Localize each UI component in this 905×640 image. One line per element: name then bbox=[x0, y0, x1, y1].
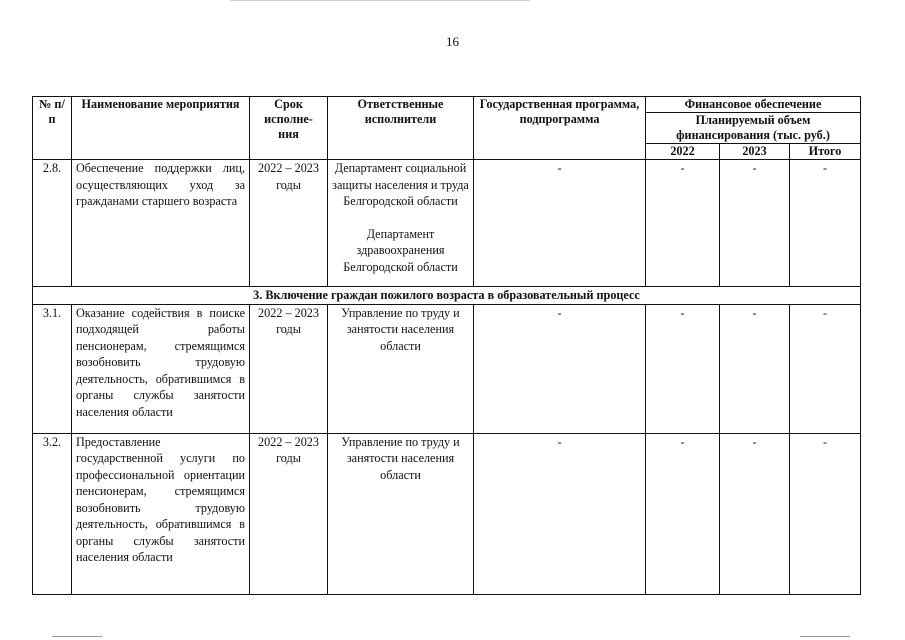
row-program: - bbox=[474, 433, 646, 594]
row-term: 2022 – 2023 годы bbox=[250, 160, 328, 287]
header-planned: Планируемый объем финансирования (тыс. руб.) bbox=[646, 113, 861, 144]
row-num: 3.2. bbox=[33, 433, 72, 594]
row-responsible: Управление по труду и занятости населения области bbox=[328, 433, 474, 594]
row-term: 2022 – 2023 годы bbox=[250, 433, 328, 594]
row-2022: - bbox=[646, 304, 720, 433]
row-2023: - bbox=[720, 304, 790, 433]
table-row bbox=[33, 304, 861, 433]
row-num: 3.1. bbox=[33, 304, 72, 433]
header-num: № п/п bbox=[33, 97, 72, 160]
header-row-1 bbox=[33, 97, 861, 113]
row-term: 2022 – 2023 годы bbox=[250, 304, 328, 433]
scan-artifact-bottom-right bbox=[800, 636, 850, 637]
section-title: 3. Включение граждан пожилого возраста в образовательный процесс bbox=[33, 287, 861, 305]
section-row bbox=[33, 287, 861, 305]
row-2022: - bbox=[646, 433, 720, 594]
row-total: - bbox=[790, 433, 861, 594]
row-program: - bbox=[474, 304, 646, 433]
row-total: - bbox=[790, 304, 861, 433]
table-row bbox=[33, 433, 861, 594]
row-num: 2.8. bbox=[33, 160, 72, 287]
table-row bbox=[33, 160, 861, 287]
row-name: Обеспечение поддержки лиц, осуществляющих уход за гражданами старшего возраста bbox=[72, 160, 250, 287]
row-program: - bbox=[474, 160, 646, 287]
row-total: - bbox=[790, 160, 861, 287]
row-responsible bbox=[328, 160, 474, 287]
row-2022: - bbox=[646, 160, 720, 287]
page-number: 16 bbox=[446, 34, 459, 49]
header-2022: 2022 bbox=[646, 144, 720, 160]
header-program: Государственная программа, подпрограмма bbox=[474, 97, 646, 160]
row-responsible: Управление по труду и занятости населения области bbox=[328, 304, 474, 433]
header-term: Срок исполне-ния bbox=[250, 97, 328, 160]
row-name: Оказание содействия в поиске подходящей работы пенсионерам, стремящимся возобновить трудовую деятельность, обратившимся в органы службы занятости населения области bbox=[72, 304, 250, 433]
header-finance: Финансовое обеспечение bbox=[646, 97, 861, 113]
scan-artifact-top bbox=[230, 0, 530, 1]
measures-table bbox=[32, 96, 861, 595]
header-total: Итого bbox=[790, 144, 861, 160]
responsible-1: Департамент социальной защиты населения и труда Белгородской области bbox=[332, 161, 469, 208]
header-2023: 2023 bbox=[720, 144, 790, 160]
header-name: Наименование мероприятия bbox=[72, 97, 250, 160]
header-responsible: Ответственные исполнители bbox=[328, 97, 474, 160]
row-name: Предоставление государственной услуги по профессиональной ориентации пенсионерам, стремящимся возобновить трудовую деятельность, обратившимся в органы службы занятости населения области bbox=[72, 433, 250, 594]
responsible-2: Департамент здравоохранения Белгородской области bbox=[343, 226, 458, 274]
row-2023: - bbox=[720, 433, 790, 594]
scan-artifact-bottom bbox=[52, 636, 102, 637]
row-2023: - bbox=[720, 160, 790, 287]
